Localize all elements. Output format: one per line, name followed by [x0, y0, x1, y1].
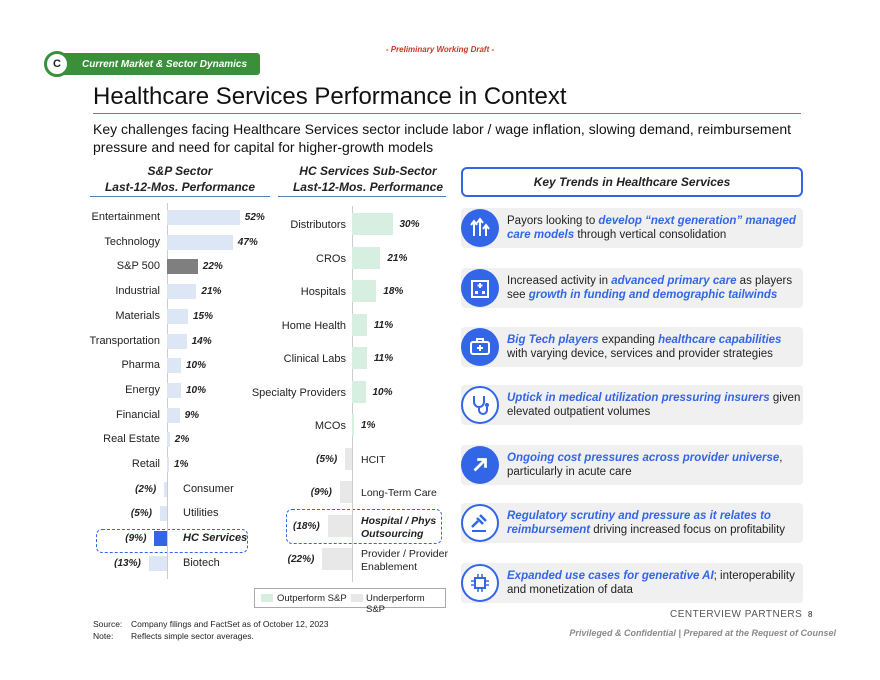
- sp-category-transportation: Transportation: [89, 334, 160, 347]
- hc-chart-legend: [254, 588, 446, 615]
- note-label: Note:: [93, 631, 114, 641]
- medical-kit-icon: [461, 328, 499, 366]
- legend-underperform-swatch: [351, 594, 363, 602]
- trend-plain: driving increased focus on profitability: [590, 524, 786, 536]
- sp-bar-technology: [167, 235, 233, 250]
- sp-bar-s-p-500: [167, 259, 198, 274]
- key-trends-heading: Key Trends in Healthcare Services: [461, 167, 803, 197]
- sp-value-real-estate: 2%: [174, 434, 190, 446]
- trend-highlight: growth in funding and demographic tailwinds: [528, 289, 778, 301]
- sp-bar-transportation: [167, 334, 187, 349]
- sp-bar-biotech: [149, 556, 167, 571]
- stethoscope-icon: [461, 386, 499, 424]
- source-label: Source:: [93, 619, 123, 629]
- sp-category-retail: Retail: [131, 458, 160, 470]
- note-text: Reflects simple sector averages.: [131, 631, 254, 641]
- hc-bar-specialty-providers: [352, 381, 366, 403]
- trend-text: [507, 569, 803, 597]
- trend-plain: Payors looking to: [507, 215, 599, 227]
- sp-category-utilities: Utilities: [183, 507, 219, 520]
- trend-item-1: [461, 208, 803, 248]
- trend-highlight: healthcare capabilities: [658, 334, 782, 346]
- sp-category-real-estate: Real Estate: [103, 433, 160, 446]
- hc-chart-title-line1: HC Services Sub-Sector: [299, 164, 437, 178]
- sp-bar-materials: [167, 309, 188, 324]
- section-tab: Current Market & Sector Dynamics: [50, 53, 260, 75]
- hc-value-hospitals: 18%: [383, 286, 404, 297]
- trend-plain: with varying device, services and provider strategies: [507, 348, 773, 360]
- trend-text: [507, 509, 803, 537]
- sp-value-industrial: 21%: [201, 286, 222, 298]
- building-icon: [461, 269, 499, 307]
- hc-bar-cros: [352, 247, 380, 269]
- hc-bar-long-term-care: [340, 481, 352, 503]
- draft-label: - Preliminary Working Draft -: [385, 45, 495, 54]
- sp-category-s-p-500: S&P 500: [116, 260, 160, 273]
- hc-category-home-health: Home Health: [281, 319, 346, 332]
- hc-bar-hospital-phys-outsourcing: [328, 515, 352, 537]
- sp-value-technology: 47%: [237, 236, 258, 248]
- sp-value-hc-services: (9%): [125, 533, 147, 545]
- trend-text: [507, 214, 803, 242]
- trend-highlight: Uptick in medical utilization pressuring insurers: [507, 392, 770, 404]
- sp-category-consumer: Consumer: [183, 482, 234, 495]
- trend-highlight: Big Tech players: [507, 334, 599, 346]
- sp-category-financial: Financial: [115, 408, 160, 421]
- hc-category-clinical-labs: Clinical Labs: [283, 353, 346, 365]
- trend-item-5: [461, 445, 803, 485]
- sp-category-hc-services: HC Services: [183, 532, 248, 545]
- legend-underperform-label: Underperform S&P: [366, 593, 425, 615]
- trend-item-2: [461, 268, 803, 308]
- sp-bar-entertainment: [167, 210, 240, 225]
- hc-chart-title: [278, 163, 458, 195]
- footnotes: [93, 618, 329, 642]
- hc-value-hcit: (5%): [316, 453, 338, 465]
- hc-chart-title-rule: [278, 196, 446, 197]
- sp-value-financial: 9%: [184, 409, 200, 421]
- sp-bar-utilities: [160, 506, 167, 521]
- trend-item-4: [461, 385, 803, 425]
- hc-value-hospital-phys-outsourcing: (18%): [293, 520, 320, 532]
- hc-category-hospitals: Hospitals: [300, 286, 346, 298]
- arrow-up-right-icon: [461, 446, 499, 484]
- trend-plain: expanding: [598, 334, 659, 346]
- hc-category-long-term-care: Long-Term Care: [361, 487, 437, 499]
- hc-value-specialty-providers: 10%: [372, 386, 393, 398]
- sp-category-materials: Materials: [115, 309, 160, 322]
- confidentiality-notice: Privileged & Confidential | Prepared at the Request of Counsel: [569, 628, 836, 638]
- sp-value-entertainment: 52%: [244, 212, 265, 223]
- sp-bar-financial: [167, 408, 180, 423]
- title-divider: [93, 113, 801, 114]
- sp-chart-title-line2: Last-12-Mos. Performance: [104, 180, 256, 194]
- ai-chip-icon: [461, 564, 499, 602]
- sp-bar-consumer: [164, 482, 167, 497]
- arrows-icon: [461, 209, 499, 247]
- sp-value-s-p-500: 22%: [202, 261, 223, 273]
- hc-value-mcos: 1%: [361, 420, 376, 431]
- company-logo: CENTERVIEW PARTNERS: [670, 609, 803, 620]
- hc-bar-hospitals: [352, 280, 376, 302]
- sp-value-materials: 15%: [193, 310, 214, 322]
- trend-plain: as players see: [507, 275, 793, 301]
- trend-plain: through vertical consolidation: [574, 229, 727, 241]
- hc-category-provider-provider-enablement: Provider / Provider Enablement: [361, 548, 448, 573]
- sp-value-biotech: (13%): [114, 557, 141, 569]
- hc-bar-provider-provider-enablement: [322, 548, 352, 570]
- hc-bar-clinical-labs: [352, 347, 367, 369]
- sp-chart-title-line1: S&P Sector: [147, 164, 213, 178]
- page-title: Healthcare Services Performance in Context: [93, 83, 567, 110]
- trend-plain: , particularly in acute care: [507, 452, 783, 478]
- hc-value-provider-provider-enablement: (22%): [287, 554, 315, 565]
- page-subtitle: Key challenges facing Healthcare Services sector include labor / wage inflation, slowing demand, reimbursement pressure and need for capital for higher-growth models: [93, 121, 792, 155]
- sp-bar-industrial: [167, 284, 196, 299]
- sp-value-retail: 1%: [174, 459, 189, 470]
- gavel-icon: [461, 504, 499, 542]
- sp-bar-real-estate: [167, 432, 170, 447]
- trend-highlight: Regulatory scrutiny and pressure as it relates to reimbursement: [507, 510, 771, 536]
- trend-plain: Increased activity in: [507, 275, 612, 287]
- sp-category-biotech: Biotech: [183, 556, 220, 569]
- trend-highlight: Expanded use cases for generative AI: [507, 570, 714, 582]
- sp-category-entertainment: Entertainment: [91, 211, 160, 223]
- trend-item-3: [461, 327, 803, 367]
- sp-bar-hc-services: [154, 531, 167, 546]
- hc-chart-title-line2: Last-12-Mos. Performance: [292, 180, 444, 194]
- hc-category-mcos: MCOs: [314, 420, 346, 432]
- hc-category-specialty-providers: Specialty Providers: [251, 386, 346, 399]
- trend-highlight: advanced primary care: [611, 275, 737, 287]
- trend-item-6: [461, 503, 803, 543]
- source-text: Company filings and FactSet as of October 12, 2023: [131, 619, 329, 629]
- sp-category-industrial: Industrial: [115, 285, 160, 298]
- trend-text: [507, 391, 803, 419]
- sp-chart-title: [90, 163, 270, 195]
- hc-category-cros: CROs: [316, 252, 346, 265]
- legend-outperform-label: Outperform S&P: [277, 593, 347, 604]
- trend-plain: ; interoperability and monetization of data: [507, 570, 795, 596]
- hc-value-home-health: 11%: [373, 319, 394, 331]
- sp-bar-pharma: [167, 358, 181, 373]
- hc-bar-distributors: [352, 213, 393, 235]
- trend-text: [507, 274, 803, 302]
- hc-bar-home-health: [352, 314, 367, 336]
- sp-value-consumer: (2%): [135, 483, 157, 495]
- sp-category-energy: Energy: [125, 383, 160, 396]
- sp-value-transportation: 14%: [191, 335, 212, 347]
- hc-category-distributors: Distributors: [290, 219, 346, 231]
- hc-bar-mcos: [352, 414, 354, 436]
- sp-bar-retail: [167, 457, 169, 472]
- trend-item-7: [461, 563, 803, 603]
- trend-highlight: Ongoing cost pressures across provider universe: [507, 452, 780, 464]
- trend-text: [507, 451, 803, 479]
- sp-chart-title-rule: [90, 196, 270, 197]
- sp-value-energy: 10%: [186, 384, 207, 396]
- sp-value-pharma: 10%: [186, 360, 207, 372]
- hc-category-hospital-phys-outsourcing: Hospital / Phys Outsourcing: [361, 514, 437, 540]
- hc-value-distributors: 30%: [399, 219, 420, 230]
- section-letter: C: [44, 51, 70, 77]
- hc-category-hcit: HCIT: [361, 453, 386, 466]
- sp-category-technology: Technology: [104, 235, 160, 248]
- trend-text: [507, 333, 803, 361]
- hc-value-cros: 21%: [387, 252, 408, 264]
- legend-outperform-swatch: [261, 594, 273, 602]
- sp-bar-energy: [167, 383, 181, 398]
- hc-value-clinical-labs: 11%: [373, 353, 394, 364]
- sp-category-pharma: Pharma: [121, 359, 160, 372]
- trend-plain: given elevated outpatient volumes: [507, 392, 801, 418]
- hc-bar-hcit: [345, 448, 352, 470]
- hc-value-long-term-care: (9%): [310, 487, 332, 498]
- sp-value-utilities: (5%): [130, 508, 152, 520]
- page-number: 8: [808, 610, 813, 619]
- trend-highlight: develop “next generation” managed care models: [507, 215, 796, 241]
